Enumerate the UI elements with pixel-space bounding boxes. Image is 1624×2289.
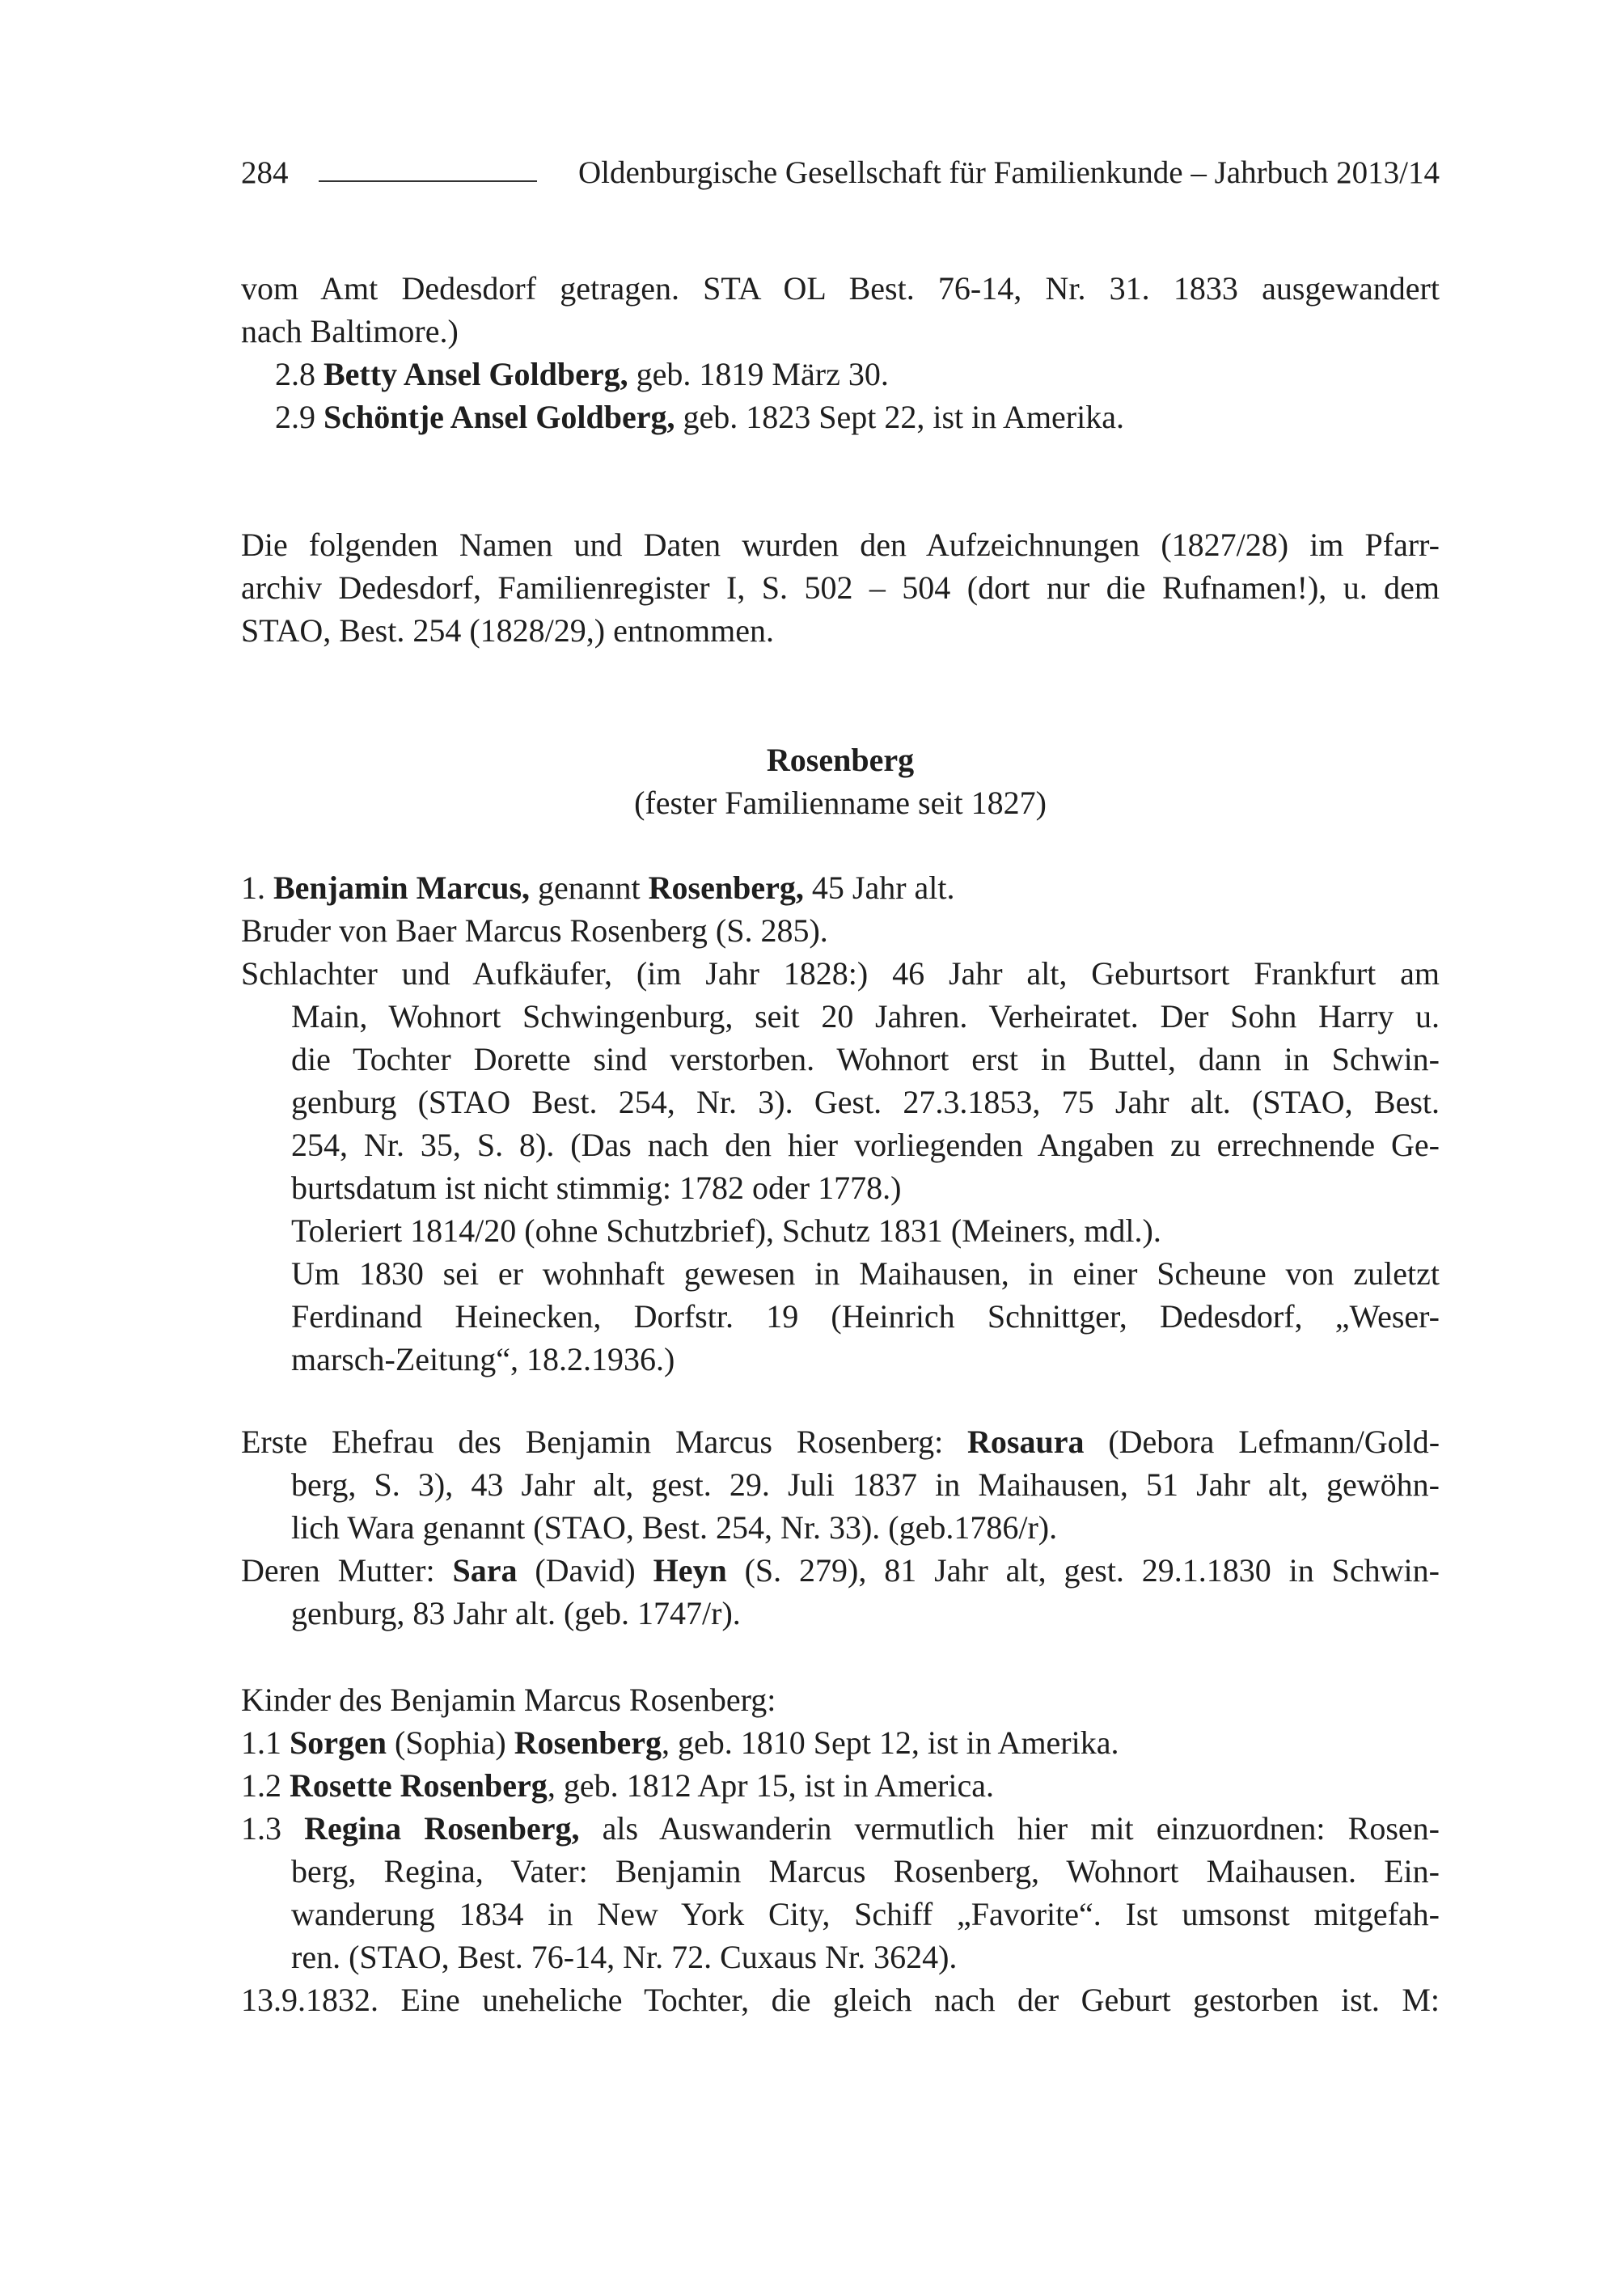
header-rule <box>319 180 537 182</box>
mother-details: (S. 279), 81 Jahr alt, gest. 29.1.1830 in Schwin- <box>726 1552 1440 1589</box>
document-page <box>241 0 1440 2289</box>
text-line: genburg, 83 Jahr alt. (geb. 1747/r). <box>291 1595 741 1631</box>
entry-details: geb. 1823 Sept 22, ist in Amerika. <box>675 399 1124 435</box>
children-heading: Kinder des Benjamin Marcus Rosenberg: <box>241 1682 776 1718</box>
text-line: Schlachter und Aufkäufer, (im Jahr 1828:) 46 Jahr alt, Geburtsort Frankfurt am <box>241 955 1440 992</box>
wife-name: Rosaura <box>967 1424 1085 1460</box>
mother-name: Sara <box>452 1552 518 1589</box>
child-name: Sorgen <box>290 1724 387 1761</box>
person-called: genannt <box>530 869 649 906</box>
text-line: Main, Wohnort Schwingenburg, seit 20 Jahren. Verheiratet. Der Sohn Harry u. <box>291 998 1440 1034</box>
person-heading <box>241 866 1440 909</box>
person-entry <box>241 866 1440 1381</box>
text-line: genburg (STAO Best. 254, Nr. 3). Gest. 27.3.1853, 75 Jahr alt. (STAO, Best. <box>291 1084 1440 1120</box>
child-details: als Auswanderin vermutlich hier mit einzuordnen: Rosen- <box>579 1810 1440 1847</box>
child-name: Regina Rosenberg, <box>304 1810 580 1847</box>
child-number: 1.1 <box>241 1724 290 1761</box>
continuation-paragraph <box>241 267 1440 438</box>
child-1-1 <box>241 1721 1440 1764</box>
entry-name: Schöntje Ansel Goldberg, <box>324 399 675 435</box>
text-line: Toleriert 1814/20 (ohne Schutzbrief), Schutz 1831 (Meiners, mdl.). <box>291 1212 1161 1249</box>
wife-entry <box>241 1420 1440 1635</box>
intro-paragraph <box>241 523 1440 652</box>
text-line: lich Wara genannt (STAO, Best. 254, Nr. 33). (geb.1786/r). <box>291 1509 1058 1546</box>
child-number: 1.2 <box>241 1767 290 1804</box>
person-name: Benjamin Marcus, <box>273 869 531 906</box>
text-line: ren. (STAO, Best. 76-14, Nr. 72. Cuxaus Nr. 3624). <box>291 1939 958 1975</box>
mother-first-line <box>241 1549 1440 1592</box>
entry-2-8 <box>241 353 1440 396</box>
running-title: Oldenburgische Gesellschaft für Familienkunde – Jahrbuch 2013/14 <box>577 155 1440 190</box>
text-line: burtsdatum ist nicht stimmig: 1782 oder 1778.) <box>291 1170 902 1206</box>
person-age: 45 Jahr alt. <box>803 869 955 906</box>
text-line: marsch-Zeitung“, 18.2.1936.) <box>291 1341 675 1377</box>
child-details: , geb. 1810 Sept 12, ist in Amerika. <box>661 1724 1119 1761</box>
text-line: Um 1830 sei er wohnhaft gewesen in Maihausen, in einer Scheune von zuletzt <box>291 1255 1440 1292</box>
child-surname: Rosenberg <box>514 1724 662 1761</box>
child-1-3 <box>241 1807 1440 1850</box>
child-middle: (Sophia) <box>387 1724 514 1761</box>
entry-number: 2.9 <box>275 399 315 435</box>
child-1-2 <box>241 1764 1440 1807</box>
text-line: nach Baltimore.) <box>241 313 459 349</box>
page-number: 284 <box>241 155 289 190</box>
page-header <box>241 150 1440 196</box>
person-brother: Bruder von Baer Marcus Rosenberg (S. 285). <box>241 912 828 949</box>
section-title: Rosenberg <box>766 742 915 778</box>
child-details: , geb. 1812 Apr 15, ist in America. <box>547 1767 994 1804</box>
person-number: 1. <box>241 869 265 906</box>
wife-details: (Debora Lefmann/Gold- <box>1084 1424 1440 1460</box>
entry-number: 2.8 <box>275 356 315 392</box>
mother-prefix: Deren Mutter: <box>241 1552 453 1589</box>
text-line: berg, Regina, Vater: Benjamin Marcus Rosenberg, Wohnort Maihausen. Ein- <box>291 1853 1440 1889</box>
entry-name: Betty Ansel Goldberg, <box>324 356 628 392</box>
mother-middle: (David) <box>517 1552 653 1589</box>
entry-2-9 <box>241 396 1440 438</box>
text-line: Die folgenden Namen und Daten wurden den Aufzeichnungen (1827/28) im Pfarr- <box>241 527 1440 563</box>
wife-prefix: Erste Ehefrau des Benjamin Marcus Rosenberg: <box>241 1424 968 1460</box>
text-line: archiv Dedesdorf, Familienregister I, S. 502 – 504 (dort nur die Rufnamen!), u. dem <box>241 569 1440 606</box>
text-line: vom Amt Dedesdorf getragen. STA OL Best. 76-14, Nr. 31. 1833 ausgewandert <box>241 270 1440 307</box>
section-subtitle: (fester Familienname seit 1827) <box>634 785 1047 821</box>
child-number: 1.3 <box>241 1810 305 1847</box>
section-heading <box>241 738 1440 824</box>
text-line: 254, Nr. 35, S. 8). (Das nach den hier vorliegenden Angaben zu errechnende Ge- <box>291 1127 1440 1163</box>
text-line: berg, S. 3), 43 Jahr alt, gest. 29. Juli 1837 in Maihausen, 51 Jahr alt, gewöhn- <box>291 1466 1440 1503</box>
text-line: Ferdinand Heinecken, Dorfstr. 19 (Heinrich Schnittger, Dedesdorf, „Weser- <box>291 1298 1440 1335</box>
wife-first-line <box>241 1420 1440 1463</box>
mother-surname: Heyn <box>653 1552 727 1589</box>
text-line: STAO, Best. 254 (1828/29,) entnommen. <box>241 612 774 649</box>
text-line: 13.9.1832. Eine uneheliche Tochter, die gleich nach der Geburt gestorben ist. M: <box>241 1982 1440 2018</box>
text-line: die Tochter Dorette sind verstorben. Wohnort erst in Buttel, dann in Schwin- <box>291 1041 1440 1077</box>
children-list <box>241 1678 1440 2021</box>
entry-details: geb. 1819 März 30. <box>628 356 889 392</box>
text-line: wanderung 1834 in New York City, Schiff „Favorite“. Ist umsonst mitgefah- <box>291 1896 1440 1932</box>
child-name: Rosette Rosenberg <box>290 1767 548 1804</box>
person-surname: Rosenberg, <box>648 869 804 906</box>
